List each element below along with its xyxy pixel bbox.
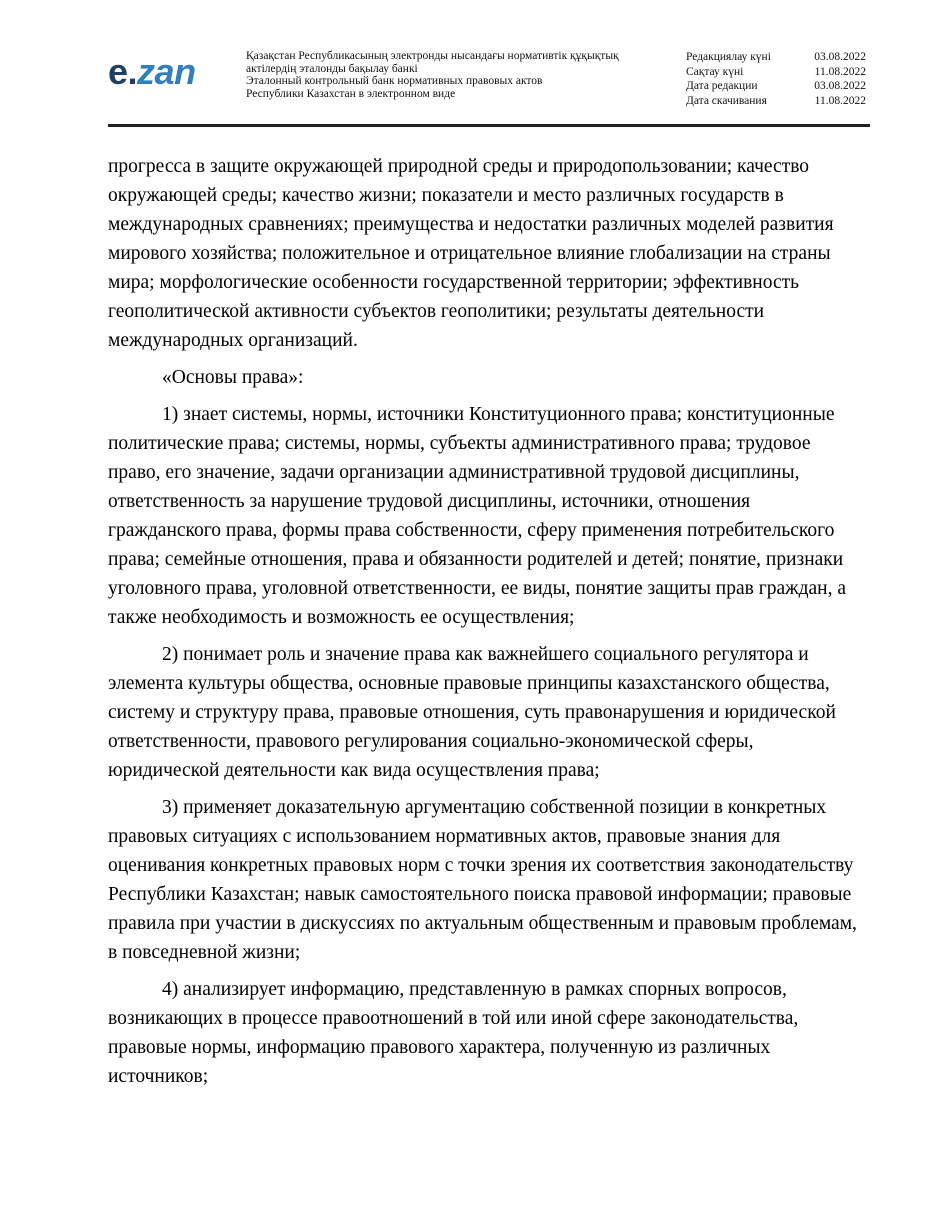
meta-value: 11.08.2022 <box>814 65 866 78</box>
body-paragraph: 4) анализирует информацию, представленную в рамках спорных вопросов, возникающих в процессе правоотношений в той или иной сфере законодательства, правовые нормы, информацию правового характера, полученную из различных источников; <box>108 979 799 1087</box>
logo-e: e <box>108 51 128 92</box>
body-paragraph: прогресса в защите окружающей природной среды и природопользовании; качество окружающей среды; качество жизни; показатели и место различных государств в международных сравнениях; преимущества и недостатки различных моделей развития мирового хозяйства; положительное и отрицательное влияние глобализации на страны мира; морфологические особенности государственной территории; эффективность геополитической активности субъектов геополитики; результаты деятельности международных организаций. <box>108 156 834 351</box>
bank-title <box>246 50 666 100</box>
meta-row <box>686 50 866 65</box>
document-body <box>108 152 866 1099</box>
body-paragraph: 2) понимает роль и значение права как важнейшего социального регулятора и элемента культуры общества, основные правовые принципы казахстанского общества, систему и структуру права, правовые отношения, суть правонарушения и юридической ответственности, правового регулирования социально-экономической сферы, юридической деятельности как вида осуществления права; <box>108 644 836 781</box>
meta-label: Редакциялау күні <box>686 51 771 63</box>
document-header <box>108 44 870 124</box>
logo-dot: . <box>127 51 138 92</box>
meta-label: Дата редакции <box>686 80 758 92</box>
body-paragraph: 1) знает системы, нормы, источники Конституционного права; конституционные политические права; системы, нормы, субъекты административного права; трудовое право, его значение, задачи организации административной трудовой дисциплины, ответственность за нарушение трудовой дисциплины, источники, отношения гражданского права, формы права собственности, сферу применения потребительского права; семейные отношения, права и обязанности родителей и детей; понятие, признаки уголовного права, уголовной ответственности, ее виды, понятие защиты прав граждан, а также необходимость и возможность ее осуществления; <box>108 404 847 628</box>
meta-value: 03.08.2022 <box>814 51 866 63</box>
section-heading: «Основы права»: <box>162 367 304 388</box>
date-meta <box>686 50 866 108</box>
meta-row <box>686 94 866 109</box>
meta-row <box>686 65 866 80</box>
logo-zan: zan <box>137 51 196 92</box>
body-paragraph: 3) применяет доказательную аргументацию собственной позиции в конкретных правовых ситуациях с использованием нормативных актов, правовые знания для оценивания конкретных правовых норм с точки зрения их соответствия законодательству Республики Казахстан; навык самостоятельного поиска правовой информации; правовые правила при участии в дискуссиях по актуальным общественным и правовым проблемам, в повседневной жизни; <box>108 797 857 963</box>
bank-title-line: Эталонный контрольный банк нормативных правовых актов <box>246 75 543 87</box>
meta-label: Дата скачивания <box>686 94 767 107</box>
meta-value: 11.08.2022 <box>814 94 866 107</box>
bank-title-line: Қазақстан Республикасының электронды нысандағы нормативтік құқықтық <box>246 50 619 62</box>
bank-title-line: Республики Казахстан в электронном виде <box>246 87 456 100</box>
meta-row <box>686 79 866 94</box>
meta-label: Сақтау күні <box>686 65 744 78</box>
header-divider <box>108 124 870 127</box>
ezan-logo[interactable] <box>108 52 196 92</box>
bank-title-line: актілердің эталонды бақылау банкі <box>246 62 418 75</box>
meta-value: 03.08.2022 <box>814 80 866 92</box>
